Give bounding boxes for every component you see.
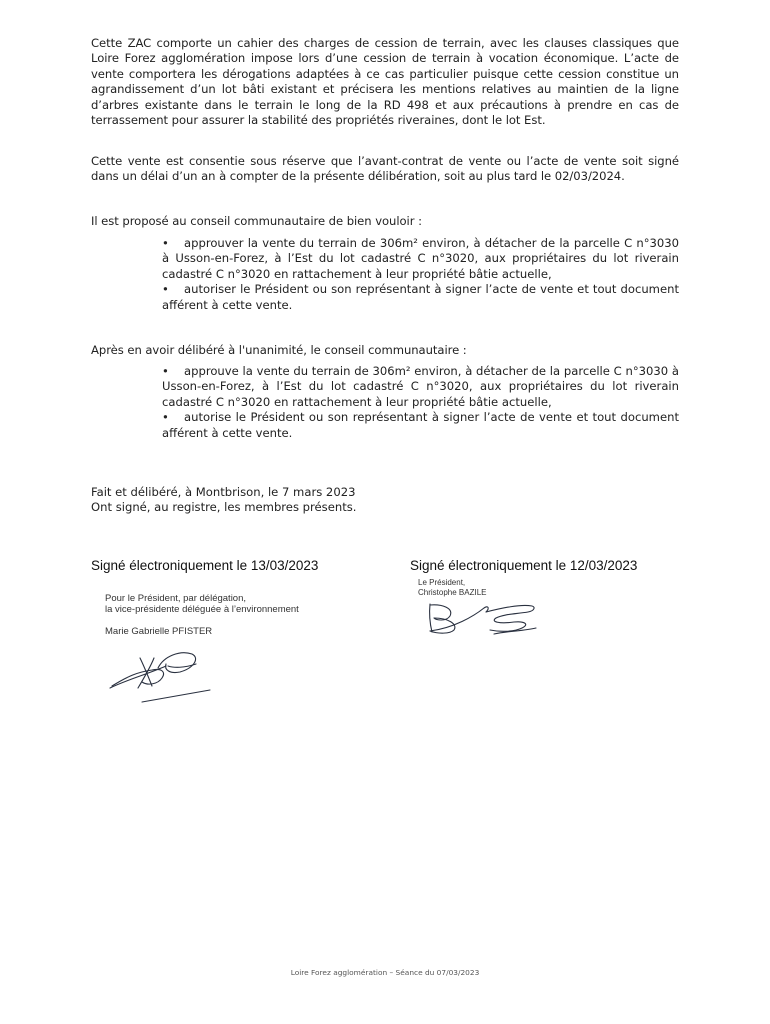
bullet-icon: • xyxy=(162,410,169,425)
signature-left-stamp xyxy=(105,594,299,615)
stamp-line: la vice-présidente déléguée à l’environnement xyxy=(105,603,299,615)
closing-signed-note: Ont signé, au registre, les membres présents. xyxy=(91,500,357,515)
list-item-text: autoriser le Président ou son représentant à signer l’acte de vente et tout document afférent à cette vente. xyxy=(162,282,679,312)
signature-right-stamp xyxy=(418,578,486,597)
bullet-icon: • xyxy=(162,236,169,250)
signature-right-heading: Signé électroniquement le 12/03/2023 xyxy=(410,558,638,573)
stamp-line: Pour le Président, par délégation, xyxy=(105,593,247,604)
bullet-icon: • xyxy=(162,282,169,297)
handwritten-signature-left xyxy=(108,646,218,708)
signatory-left-name: Marie Gabrielle PFISTER xyxy=(105,626,213,637)
list-item-text: autorise le Président ou son représentant à signer l’acte de vente et tout document afférent à cette vente. xyxy=(162,410,679,440)
paragraph-proposal-intro: Il est proposé au conseil communautaire de bien vouloir : xyxy=(91,214,422,228)
list-item xyxy=(162,410,679,441)
page-footer: Loire Forez agglomération – Séance du 07/03/2023 xyxy=(290,968,480,977)
paragraph-sale-condition: Cette vente est consentie sous réserve que l’avant-contrat de vente ou l’acte de vente soit signé dans un délai d’un an à compter de la présente délibération, soit au plus tard le 02/03/2024. xyxy=(91,154,679,184)
stamp-line: Le Président, xyxy=(418,578,466,587)
proposal-list xyxy=(162,236,679,313)
paragraph-decision-intro: Après en avoir délibéré à l'unanimité, le conseil communautaire : xyxy=(91,343,467,357)
list-item-text: approuve la vente du terrain de 306m² environ, à détacher de la parcelle C n°3030 à Usson-en-Forez, à l’Est du lot cadastré C n°3020, aux propriétaires du lot riverain cadastré C n°3020 en rattachement à leur propriété bâtie actuelle, xyxy=(162,364,679,409)
closing-block xyxy=(91,485,356,516)
list-item xyxy=(162,364,679,410)
signatory-right-name: Christophe BAZILE xyxy=(418,587,487,597)
decision-list xyxy=(162,364,679,441)
paragraph-zac-conditions: Cette ZAC comporte un cahier des charges de cession de terrain, avec les clauses classiques que Loire Forez agglomération impose lors d’une cession de terrain à vocation économique. L’acte de vente comportera les dérogations adaptées à ce cas particulier puisque cette cession constitue un agrandissement d’un lot bâti existant et précisera les mentions relatives au maintien de la ligne d’arbres existante dans le terrain le long de la RD 498 et aux précautions à prendre en cas de terrassement pour assurer la stabilité des propriétés riveraines, dont le lot Est. xyxy=(91,36,679,128)
closing-place-date: Fait et délibéré, à Montbrison, le 7 mars 2023 xyxy=(91,485,356,499)
signature-left-heading: Signé électroniquement le 13/03/2023 xyxy=(91,558,319,573)
list-item-text: approuver la vente du terrain de 306m² environ, à détacher de la parcelle C n°3030 à Usson-en-Forez, à l’Est du lot cadastré C n°3020, aux propriétaires du lot riverain cadastré C n°3020 en rattachement à leur propriété bâtie actuelle, xyxy=(162,236,679,281)
handwritten-signature-right xyxy=(424,598,544,638)
bullet-icon: • xyxy=(162,364,169,378)
list-item xyxy=(162,236,679,282)
list-item xyxy=(162,282,679,313)
